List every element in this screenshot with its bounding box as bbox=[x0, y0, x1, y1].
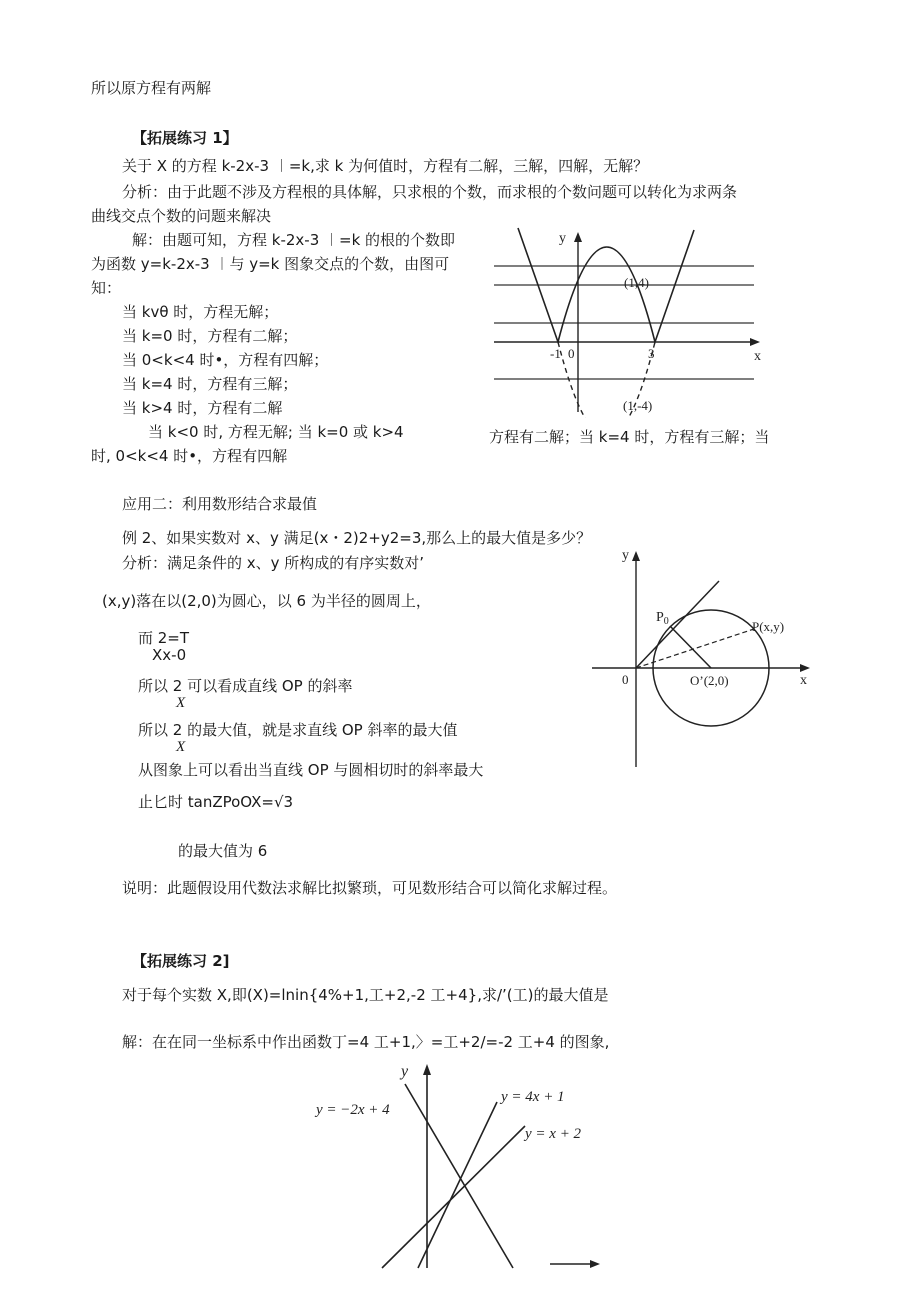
text-line: 止匕时 tanZPoOX=√3 bbox=[138, 793, 294, 811]
y-axis-arrow bbox=[632, 551, 640, 561]
fraction-denominator: X bbox=[176, 695, 186, 711]
p-label: P(x,y) bbox=[752, 619, 785, 634]
tick-label-3: 3 bbox=[648, 346, 655, 361]
text-line: 说明：此题假设用代数法求解比拟繁琐，可见数形结合可以简化求解过程。 bbox=[122, 879, 618, 897]
text-line: 对于每个实数 X,即(X)=lnin{4%+1,工+2,-2 工+4},求/’(工)的最大值是 bbox=[122, 986, 609, 1004]
text-line: 当 0<k<4 时•，方程有四解； bbox=[122, 351, 329, 369]
text-line: (x,y)落在以(2,0)为圆心，以 6 为半径的圆周上， bbox=[102, 592, 431, 610]
x-axis-arrow bbox=[750, 338, 760, 346]
x-axis-arrow bbox=[800, 664, 810, 672]
line-neg2x-plus4 bbox=[405, 1084, 513, 1268]
text-line: 而 2=T bbox=[138, 629, 190, 647]
x-axis-arrow bbox=[590, 1260, 600, 1268]
y-axis-arrow bbox=[574, 232, 582, 242]
x-axis-label: x bbox=[754, 349, 761, 364]
text-line: 当 k>4 时，方程有二解 bbox=[122, 399, 283, 417]
text-line: 当 kvθ 时，方程无解； bbox=[122, 303, 279, 321]
y-axis-label: y bbox=[559, 231, 566, 246]
figure-three-lines bbox=[300, 1052, 610, 1270]
center-label: O’(2,0) bbox=[690, 673, 729, 688]
trough-label: (1,-4) bbox=[623, 398, 653, 413]
text-line: 当 k=4 时，方程有三解； bbox=[122, 375, 298, 393]
text-line: 关于 X 的方程 k-2x-3 ︱=k,求 k 为何值时，方程有二解，三解，四解，无解？ bbox=[122, 157, 649, 175]
text-line: 知： bbox=[91, 279, 122, 297]
text-line: Xx-0 bbox=[152, 646, 187, 664]
label-4x-plus1: y = 4x + 1 bbox=[501, 1089, 565, 1105]
text-line: 时, 0<k<4 时•，方程有四解 bbox=[91, 447, 288, 465]
text-line: 的最大值为 6 bbox=[178, 842, 268, 860]
radius-line bbox=[670, 626, 711, 668]
section-heading: 【拓展练习 2] bbox=[132, 952, 230, 970]
section-heading: 【拓展练习 1】 bbox=[132, 129, 238, 147]
label-x-plus2: y = x + 2 bbox=[525, 1126, 582, 1142]
p0-label: $P_0$ bbox=[656, 610, 669, 627]
text-line: 为函数 y=k-2x-3 ︱与 y=k 图象交点的个数，由图可 bbox=[91, 255, 450, 273]
y-axis-label: y bbox=[622, 548, 629, 563]
text-line: 分析：满足条件的 x、y 所构成的有序实数对’ bbox=[122, 554, 425, 572]
text-line: 当 k<0 时, 方程无解; 当 k=0 或 k>4 bbox=[148, 423, 404, 441]
text-line: 解：在在同一坐标系中作出函数丁=4 工+1,〉=工+2/=-2 工+4 的图象, bbox=[122, 1033, 610, 1051]
text-line: 从图象上可以看出当直线 OP 与圆相切时的斜率最大 bbox=[138, 761, 484, 779]
text-line: 所以 2 可以看成直线 OP 的斜率 bbox=[138, 677, 353, 695]
figure-circle-tangent bbox=[586, 543, 820, 771]
text-line: 分析：由于此题不涉及方程根的具体解，只求根的个数，而求根的个数问题可以转化为求两条 bbox=[122, 183, 738, 201]
text-line: 曲线交点个数的问题来解决 bbox=[91, 207, 272, 225]
line-x-plus2 bbox=[382, 1126, 525, 1268]
text-line: 方程有二解；当 k=4 时，方程有三解；当 bbox=[489, 428, 770, 446]
figure-abs-quadratic bbox=[480, 222, 780, 418]
tick-label-0: 0 bbox=[568, 346, 575, 361]
section-heading: 应用二：利用数形结合求最值 bbox=[122, 495, 318, 513]
x-axis-label: x bbox=[800, 673, 807, 688]
text-line: 所以 2 的最大值，就是求直线 OP 斜率的最大值 bbox=[138, 721, 458, 739]
fraction-denominator: X bbox=[176, 739, 186, 755]
y-axis-label: y bbox=[401, 1063, 409, 1080]
tick-label-neg1: -1 bbox=[550, 346, 561, 361]
label-neg2x-plus4: y = −2x + 4 bbox=[316, 1102, 390, 1118]
origin-label: 0 bbox=[622, 672, 629, 687]
text-line: 解：由题可知，方程 k-2x-3 ︱=k 的根的个数即 bbox=[132, 231, 456, 249]
peak-label: (1,4) bbox=[624, 275, 649, 290]
y-axis-arrow bbox=[423, 1064, 431, 1075]
text-line: 所以原方程有两解 bbox=[91, 79, 212, 97]
tangent-line bbox=[636, 581, 719, 668]
text-line: 例 2、如果实数对 x、y 满足(x・2)2+y2=3,那么上的最大值是多少？ bbox=[122, 529, 592, 547]
text-line: 当 k=0 时，方程有二解； bbox=[122, 327, 298, 345]
